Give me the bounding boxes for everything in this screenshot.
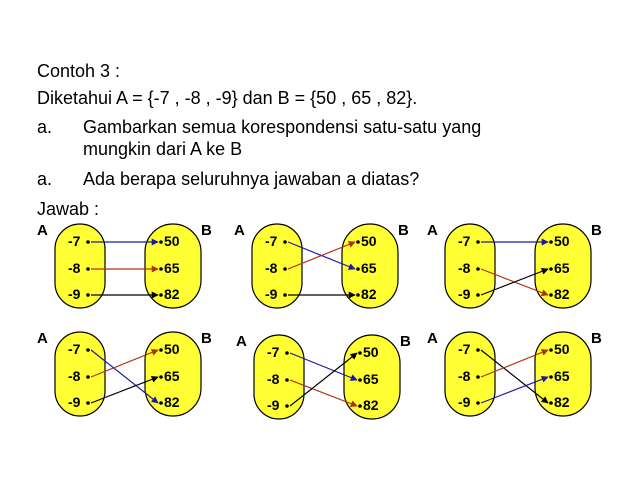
codomain-element: 82 (164, 394, 180, 410)
diagram-6 (427, 330, 602, 416)
codomain-dot (159, 401, 163, 405)
codomain-dot (159, 240, 163, 244)
codomain-dot (358, 378, 362, 382)
codomain-element: 82 (554, 286, 570, 302)
diagram-1 (37, 222, 212, 308)
codomain-element: 82 (363, 397, 379, 413)
domain-element: -9 (265, 286, 278, 302)
codomain-element: 50 (554, 341, 570, 357)
domain-element: -7 (458, 341, 471, 357)
question-b-letter: a. (37, 169, 53, 189)
domain-dot (86, 348, 90, 352)
set-a-label: A (427, 330, 438, 347)
codomain-element: 50 (363, 344, 379, 360)
codomain-element: 82 (361, 286, 377, 302)
codomain-dot (549, 348, 553, 352)
domain-dot (285, 404, 289, 408)
domain-dot (285, 351, 289, 355)
domain-element: -8 (458, 368, 471, 384)
domain-dot (476, 267, 480, 271)
domain-dot (283, 267, 287, 271)
domain-element: -8 (458, 260, 471, 276)
domain-element: -7 (265, 233, 278, 249)
domain-element: -7 (68, 233, 81, 249)
codomain-dot (549, 375, 553, 379)
codomain-element: 65 (363, 371, 379, 387)
codomain-dot (159, 348, 163, 352)
domain-element: -8 (265, 260, 278, 276)
set-a-label: A (37, 330, 48, 347)
diagram-3 (427, 222, 602, 308)
domain-dot (86, 293, 90, 297)
set-b-label: B (398, 222, 409, 239)
codomain-dot (358, 404, 362, 408)
given-sets: Diketahui A = {-7 , -8 , -9} dan B = {50 , 65 , 82}. (37, 88, 418, 108)
codomain-element: 50 (164, 233, 180, 249)
domain-dot (476, 401, 480, 405)
domain-dot (285, 378, 289, 382)
domain-dot (86, 375, 90, 379)
codomain-dot (549, 293, 553, 297)
domain-dot (86, 240, 90, 244)
codomain-dot (356, 293, 360, 297)
domain-dot (283, 293, 287, 297)
question-a-line2: mungkin dari A ke B (83, 139, 243, 159)
answer-label: Jawab : (37, 199, 100, 219)
domain-dot (476, 348, 480, 352)
domain-element: -9 (267, 397, 280, 413)
codomain-dot (356, 240, 360, 244)
domain-element: -8 (68, 260, 81, 276)
domain-dot (86, 401, 90, 405)
codomain-element: 82 (554, 394, 570, 410)
domain-element: -7 (267, 344, 280, 360)
codomain-element: 65 (164, 260, 180, 276)
question-b-text: Ada berapa seluruhnya jawaban a diatas? (83, 169, 420, 189)
codomain-element: 50 (361, 233, 377, 249)
codomain-dot (358, 351, 362, 355)
set-b-label: B (591, 222, 602, 239)
codomain-dot (549, 267, 553, 271)
set-b-label: B (201, 222, 212, 239)
set-a-label: A (234, 222, 245, 239)
set-a-label: A (427, 222, 438, 239)
domain-element: -9 (458, 394, 471, 410)
diagram-2 (234, 222, 409, 308)
set-b-label: B (400, 333, 411, 350)
set-b-label: B (201, 330, 212, 347)
codomain-dot (549, 240, 553, 244)
domain-dot (476, 375, 480, 379)
codomain-element: 50 (554, 233, 570, 249)
codomain-element: 65 (554, 368, 570, 384)
codomain-element: 65 (164, 368, 180, 384)
codomain-dot (159, 267, 163, 271)
set-a-label: A (236, 333, 247, 350)
question-a-letter: a. (37, 117, 53, 137)
codomain-element: 65 (554, 260, 570, 276)
codomain-dot (356, 267, 360, 271)
diagram-4 (37, 330, 212, 416)
domain-dot (476, 293, 480, 297)
domain-element: -7 (458, 233, 471, 249)
codomain-element: 65 (361, 260, 377, 276)
domain-element: -9 (68, 286, 81, 302)
domain-dot (476, 240, 480, 244)
codomain-dot (159, 293, 163, 297)
set-b-label: B (591, 330, 602, 347)
diagram-5 (236, 333, 411, 419)
codomain-element: 50 (164, 341, 180, 357)
example-heading: Contoh 3 : (37, 61, 121, 81)
domain-element: -7 (68, 341, 81, 357)
codomain-dot (159, 375, 163, 379)
codomain-element: 82 (164, 286, 180, 302)
codomain-dot (549, 401, 553, 405)
domain-dot (86, 267, 90, 271)
domain-dot (283, 240, 287, 244)
question-a-text: Gambarkan semua korespondensi satu-satu yang (83, 117, 482, 137)
domain-element: -8 (68, 368, 81, 384)
set-a-label: A (37, 222, 48, 239)
domain-element: -8 (267, 371, 280, 387)
domain-element: -9 (68, 394, 81, 410)
domain-element: -9 (458, 286, 471, 302)
